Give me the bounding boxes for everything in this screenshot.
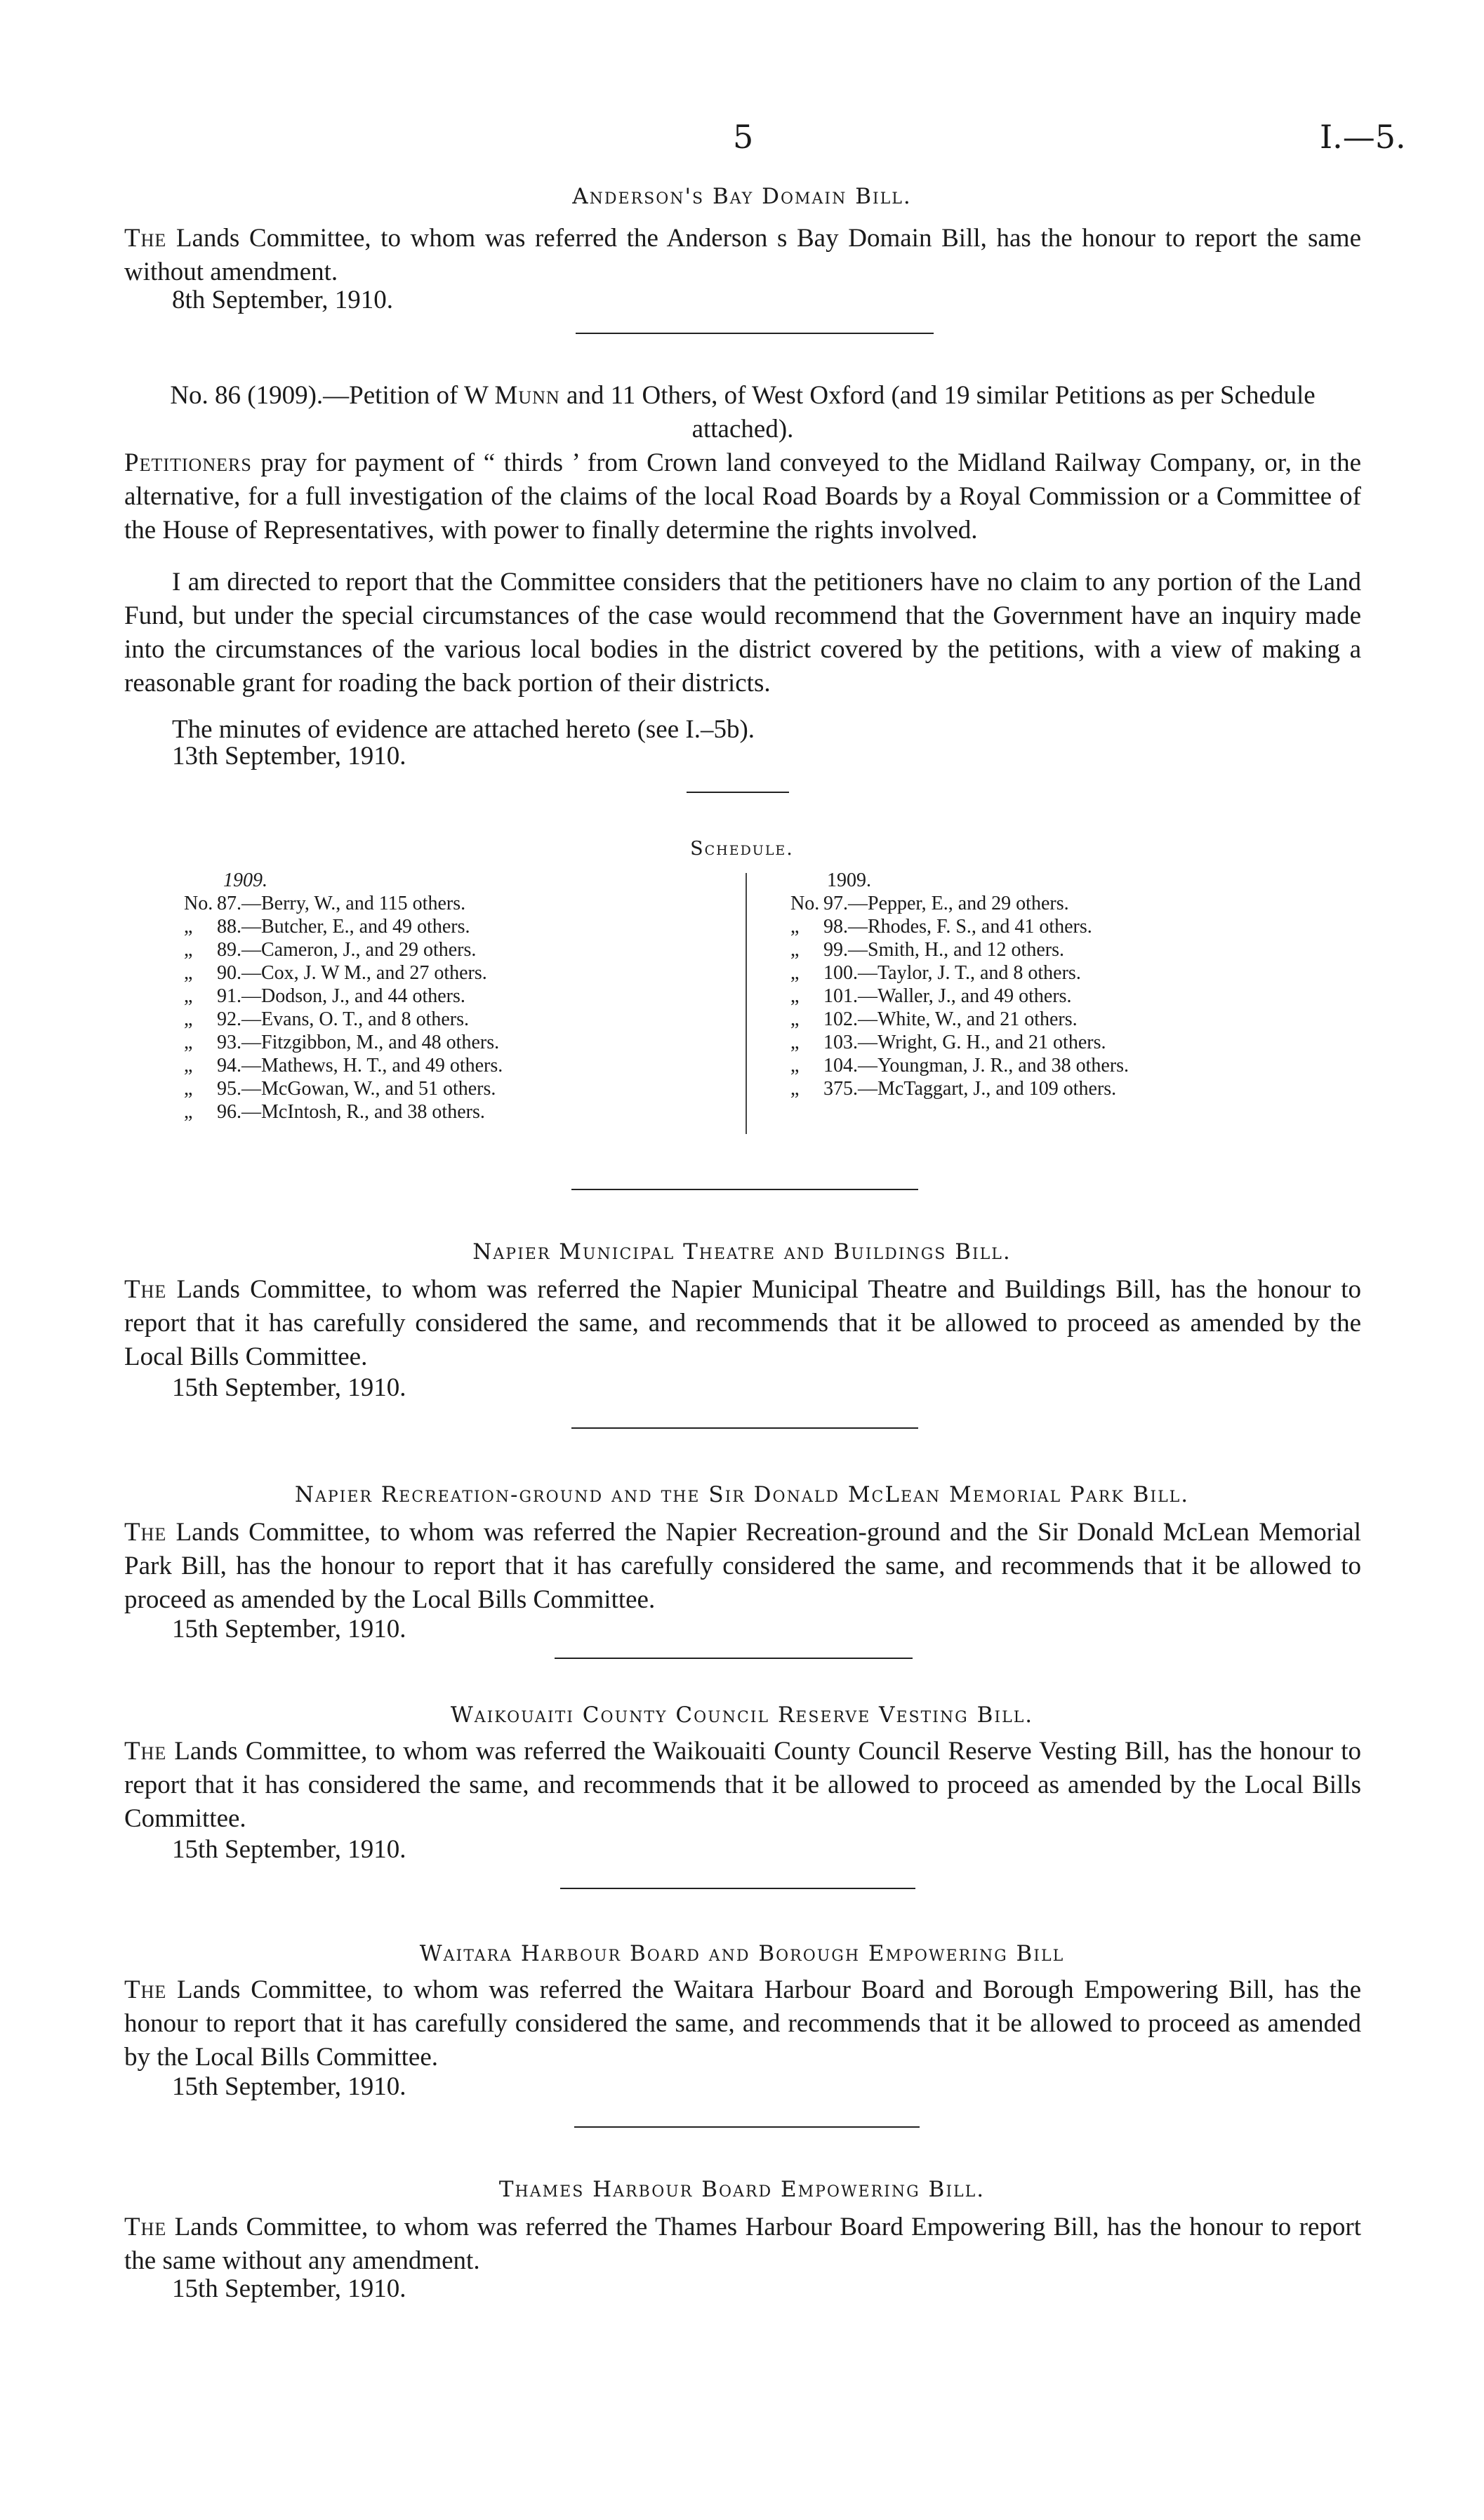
- petitioner-name: Munn: [494, 381, 560, 410]
- bill-date: 15th September, 1910.: [172, 2072, 406, 2101]
- schedule-entry: [790, 1031, 1129, 1054]
- schedule-entry-text: 102.—White, W., and 21 others.: [819, 1008, 1078, 1030]
- schedule-entry: [790, 938, 1129, 961]
- schedule-entry-text: 89.—Cameron, J., and 29 others.: [212, 939, 477, 961]
- petition-report: I am directed to report that the Committee considers that the petitioners have no claim to any portion of the Land Fund, but under the special circumstances of the case would recommend that the Government have an inquiry made into the circumstances of the various local bodies in the district covered by the petitions, with a view of making a reasonable grant for roading the back portion of their districts.: [124, 568, 1361, 698]
- petition-prayer: [124, 446, 1361, 547]
- paragraph-body: Lands Committee, to whom was referred the Napier Recreation-ground and the Sir Donald McLean Memorial Park Bill, has the honour to report that it has carefully considered the same, and recommends that it be allowed to proceed as amended by the Local Bills Committee.: [124, 1518, 1361, 1614]
- schedule-entry-prefix: „: [184, 1055, 193, 1076]
- schedule-entry-prefix: „: [790, 1055, 800, 1076]
- schedule-entry: [790, 1008, 1129, 1031]
- petition-evidence-note: The minutes of evidence are attached hereto (see I.–5b).: [172, 715, 755, 744]
- bill-paragraph: [124, 1273, 1361, 1374]
- paragraph-body: Lands Committee, to whom was referred the Waikouaiti County Council Reserve Vesting Bill, has the honour to report that it has considered the same, and recommends that it be allowed to proceed as amended by the Local Bills Committee.: [124, 1737, 1361, 1833]
- schedule-entry: [184, 1077, 503, 1100]
- schedule-entry-prefix: „: [790, 939, 800, 961]
- schedule-entry-prefix: „: [790, 962, 800, 984]
- paragraph-body: Lands Committee, to whom was referred the Thames Harbour Board Empowering Bill, has the honour to report the same without any amendment.: [124, 2213, 1361, 2275]
- schedule-entry: [184, 961, 503, 985]
- schedule-entry: [790, 961, 1129, 985]
- schedule-entry-text: 98.—Rhodes, F. S., and 41 others.: [819, 916, 1092, 938]
- paragraph-body: Lands Committee, to whom was referred the Waitara Harbour Board and Borough Empowering Bill, has the honour to report that it has carefully considered the same, and recommends that it be allowed to proceed as amended by the Local Bills Committee.: [124, 1975, 1361, 2072]
- schedule-entry: [790, 1077, 1129, 1100]
- section-divider: [555, 1658, 913, 1659]
- schedule-entry: [184, 915, 503, 938]
- section-divider: [571, 1427, 918, 1429]
- petition-title-prefix: No. 86 (1909).—Petition of W: [170, 381, 495, 410]
- schedule-entry-text: 90.—Cox, J. W M., and 27 others.: [212, 962, 487, 984]
- schedule-entry-prefix: „: [184, 1101, 193, 1123]
- schedule-entry-prefix: „: [184, 939, 193, 961]
- schedule-heading: Schedule.: [690, 838, 794, 860]
- schedule-entry-text: 97.—Pepper, E., and 29 others.: [819, 893, 1069, 914]
- bill-paragraph: [124, 1516, 1361, 1617]
- schedule-entry-prefix: „: [184, 1008, 193, 1030]
- schedule-entry-prefix: No.: [184, 893, 213, 914]
- schedule-entry-text: 93.—Fitzgibbon, M., and 48 others.: [212, 1032, 500, 1053]
- paragraph-lead: The: [124, 1975, 167, 2004]
- schedule-entry-prefix: „: [790, 985, 800, 1007]
- schedule-entry-prefix: „: [790, 1008, 800, 1030]
- section-divider: [574, 2126, 920, 2128]
- schedule-entry: [790, 915, 1129, 938]
- schedule-entry-text: 375.—McTaggart, J., and 109 others.: [819, 1078, 1117, 1100]
- bill-paragraph: [124, 1973, 1361, 2074]
- schedule-entry-text: 99.—Smith, H., and 12 others.: [819, 939, 1064, 961]
- schedule-divider-line: [746, 873, 747, 1134]
- schedule-left-column: [184, 869, 503, 1124]
- paragraph-lead: The: [124, 1518, 167, 1547]
- schedule-year: 1909.: [827, 869, 871, 891]
- bill-heading: Waitara Harbour Board and Borough Empowering Bill: [419, 1941, 1065, 1966]
- schedule-entry-prefix: „: [184, 985, 193, 1007]
- schedule-entry: [184, 1008, 503, 1031]
- schedule-entry-prefix: No.: [790, 893, 820, 914]
- paragraph-lead: The: [124, 2213, 167, 2241]
- document-reference: I.—5.: [1320, 118, 1406, 156]
- paragraph-body: Lands Committee, to whom was referred the Anderson s Bay Domain Bill, has the honour to report the same without amendment.: [124, 224, 1361, 286]
- paragraph-lead: The: [124, 224, 167, 253]
- paragraph-body: pray for payment of “ thirds ’ from Crown land conveyed to the Midland Railway Company, or, in the alternative, for a full investigation of the claims of the local Road Boards by a Royal Commission or a Committee of the House of Representatives, with power to finally determine the rights involved.: [124, 448, 1361, 545]
- schedule-entry: [184, 985, 503, 1008]
- schedule-entry: [184, 892, 503, 915]
- schedule-entry-text: 92.—Evans, O. T., and 8 others.: [212, 1008, 470, 1030]
- schedule-entry-text: 103.—Wright, G. H., and 21 others.: [819, 1032, 1106, 1053]
- schedule-entry: [184, 938, 503, 961]
- schedule-entry: [184, 1031, 503, 1054]
- bill-paragraph: [124, 1735, 1361, 1836]
- bill-date: 15th September, 1910.: [172, 2274, 406, 2303]
- bill-date: 15th September, 1910.: [172, 1835, 406, 1864]
- short-divider: [687, 792, 789, 793]
- section-divider: [576, 333, 934, 334]
- schedule-entry: [790, 892, 1129, 915]
- schedule-entry-text: 88.—Butcher, E., and 49 others.: [212, 916, 470, 938]
- paragraph-lead: Petitioners: [124, 448, 252, 477]
- petition-date: 13th September, 1910.: [172, 742, 406, 771]
- paragraph-lead: The: [124, 1737, 167, 1766]
- bill-date: 15th September, 1910.: [172, 1615, 406, 1644]
- schedule-entry: [184, 1054, 503, 1077]
- schedule-entry-text: 87.—Berry, W., and 115 others.: [212, 893, 466, 914]
- schedule-entry-prefix: „: [790, 1078, 800, 1100]
- schedule-entry-text: 101.—Waller, J., and 49 others.: [819, 985, 1072, 1007]
- schedule-left-list: [184, 892, 503, 1124]
- schedule-entry: [790, 985, 1129, 1008]
- schedule-entry-prefix: „: [790, 916, 800, 938]
- schedule-entry-prefix: „: [184, 1032, 193, 1053]
- paragraph-body: Lands Committee, to whom was referred the Napier Municipal Theatre and Buildings Bill, has the honour to report that it has carefully considered the same, and recommends that it be allowed to proceed as amended by the Local Bills Committee.: [124, 1275, 1361, 1371]
- schedule-year: 1909.: [223, 869, 267, 891]
- bill-heading: Thames Harbour Board Empowering Bill.: [498, 2177, 986, 2202]
- petition-title-suffix: and 11 Others, of West Oxford (and 19 similar Petitions as per Schedule attached).: [559, 381, 1316, 444]
- schedule-entry-text: 104.—Youngman, J. R., and 38 others.: [819, 1055, 1129, 1076]
- schedule-entry-prefix: „: [184, 962, 193, 984]
- schedule-right-list: [790, 892, 1129, 1100]
- schedule-entry: [790, 1054, 1129, 1077]
- section-divider: [560, 1888, 915, 1889]
- schedule-entry-text: 95.—McGowan, W., and 51 others.: [212, 1078, 496, 1100]
- page-number: 5: [733, 118, 754, 156]
- section-paragraph: [124, 222, 1361, 289]
- schedule-entry-text: 96.—McIntosh, R., and 38 others.: [212, 1101, 485, 1123]
- schedule-entry-text: 94.—Mathews, H. T., and 49 others.: [212, 1055, 503, 1076]
- bill-heading: Napier Recreation-ground and the Sir Donald McLean Memorial Park Bill.: [294, 1482, 1190, 1507]
- bill-heading: Waikouaiti County Council Reserve Vesting Bill.: [450, 1702, 1034, 1728]
- schedule-entry-prefix: „: [184, 1078, 193, 1100]
- schedule-entry-prefix: „: [184, 916, 193, 938]
- schedule-entry-prefix: „: [790, 1032, 800, 1053]
- section-heading: Anderson's Bay Domain Bill.: [572, 184, 912, 209]
- bill-date: 15th September, 1910.: [172, 1373, 406, 1402]
- petition-title: [124, 379, 1361, 446]
- bill-paragraph: [124, 2211, 1361, 2278]
- bill-heading: Napier Municipal Theatre and Buildings Bill.: [472, 1239, 1012, 1265]
- schedule-entry-text: 91.—Dodson, J., and 44 others.: [212, 985, 465, 1007]
- schedule-right-column: [790, 869, 1129, 1100]
- schedule-entry: [184, 1100, 503, 1124]
- paragraph-lead: The: [124, 1275, 167, 1304]
- section-date: 8th September, 1910.: [172, 286, 394, 314]
- schedule-entry-text: 100.—Taylor, J. T., and 8 others.: [819, 962, 1081, 984]
- section-divider: [571, 1189, 918, 1190]
